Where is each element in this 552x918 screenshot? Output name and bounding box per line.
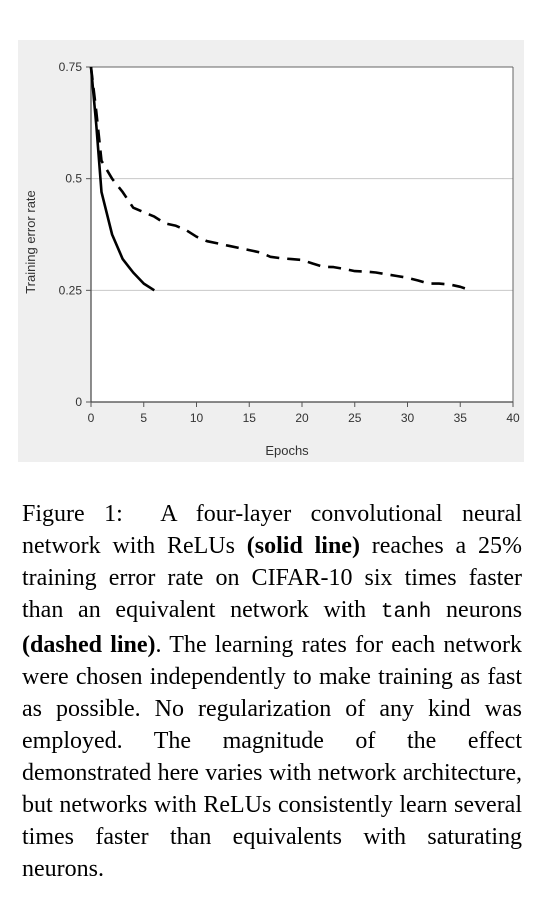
caption-text-1: A four-layer convolutional neural network with ReLUs — [22, 501, 522, 559]
y-tick-label-1: 0.25 — [58, 283, 82, 298]
y-tick-label-0: 0 — [75, 395, 82, 409]
caption-text-2: reaches a 25% training error rate on CIFAR-10 six times faster than an equivalent network with — [22, 533, 523, 623]
x-tick-label-8: 40 — [506, 411, 520, 425]
caption-label: Figure 1: — [22, 501, 123, 527]
y-axis-label: Training error rate — [23, 190, 38, 294]
caption-text-4: . The learning rates for each network were chosen independently to make training as fast as possible. No regularization of any kind was employed. The magnitude of the effect demonstrated here varies with network architecture, but networks with ReLUs consistently learn several times faster than equivalents with saturating neurons. — [22, 632, 523, 882]
x-tick-label-0: 0 — [87, 411, 95, 425]
x-tick-label-4: 20 — [295, 411, 309, 425]
caption-text-3: neurons — [446, 597, 523, 623]
x-tick-label-7: 35 — [453, 411, 467, 425]
x-tick-label-5: 25 — [348, 411, 362, 425]
x-tick-label-3: 15 — [242, 411, 256, 425]
x-axis-label: Epochs — [265, 443, 309, 458]
caption-code-tanh: tanh — [380, 601, 432, 624]
figure-caption — [22, 498, 522, 885]
x-tick-label-2: 10 — [189, 411, 204, 425]
caption-solid-line-note: (solid line) — [246, 533, 360, 559]
y-tick-label-3: 0.75 — [58, 60, 82, 74]
y-tick-label-2: 0.5 — [65, 171, 82, 186]
x-tick-label-6: 30 — [400, 411, 415, 425]
caption-dashed-line-note: (dashed line) — [22, 632, 156, 658]
x-tick-label-1: 5 — [140, 411, 148, 425]
plot-area — [91, 67, 513, 402]
